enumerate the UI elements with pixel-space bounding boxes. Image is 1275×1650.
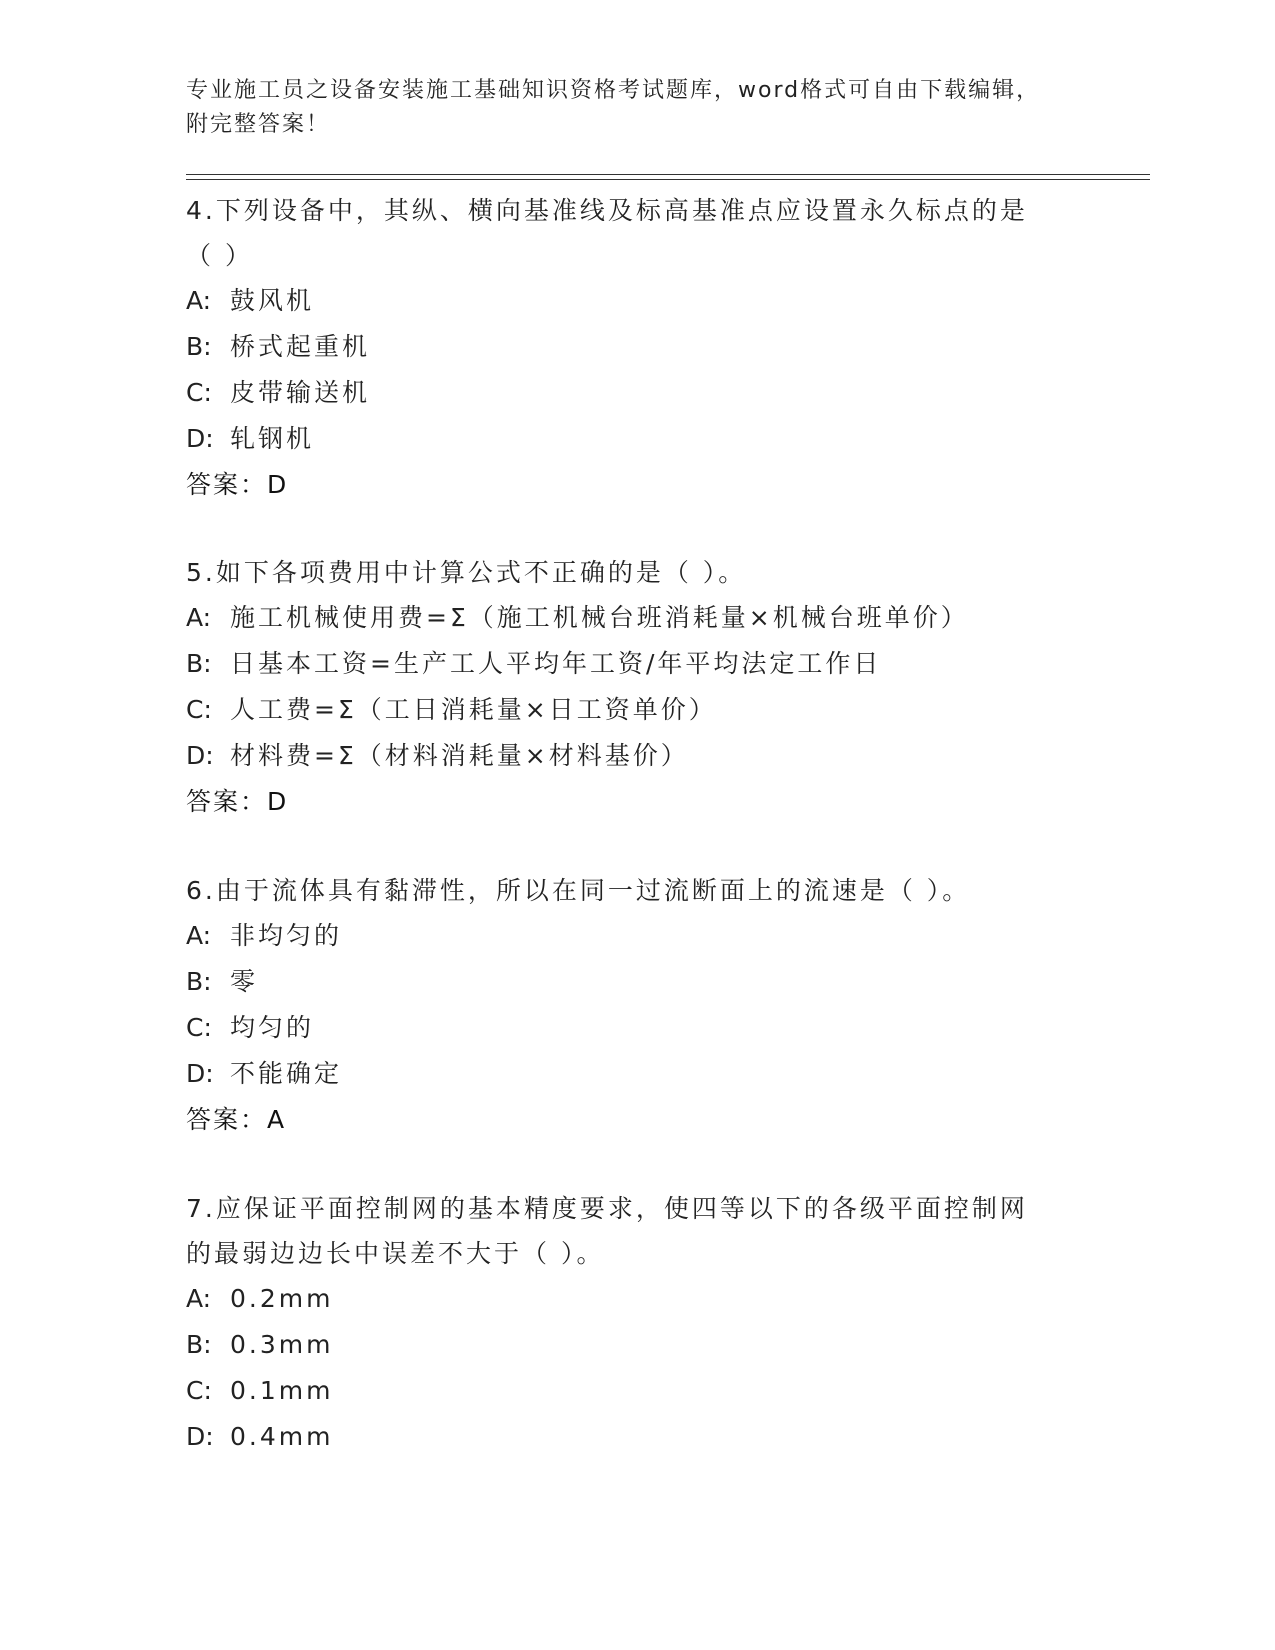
option-label: D: (186, 741, 214, 770)
header-line-2: 附完整答案！ (186, 112, 331, 137)
option-a (186, 1276, 1086, 1322)
option-text: 轧钢机 (230, 424, 315, 453)
option-b (186, 641, 1086, 687)
question-7 (186, 1186, 1086, 1460)
question-5 (186, 550, 1086, 825)
option-label: B: (186, 967, 212, 996)
option-text: 施工机械使用费=Σ（施工机械台班消耗量×机械台班单价） (230, 603, 969, 632)
option-text: 均匀的 (230, 1013, 315, 1042)
question-title: 7.应保证平面控制网的基本精度要求，使四等以下的各级平面控制网 (186, 1194, 1028, 1223)
option-b (186, 1322, 1086, 1368)
option-text: 0.4mm (230, 1422, 334, 1451)
option-label: B: (186, 332, 212, 361)
option-a (186, 913, 1086, 959)
option-label: C: (186, 1013, 212, 1042)
option-a (186, 595, 1086, 641)
option-label: A: (186, 1284, 212, 1313)
option-label: D: (186, 424, 214, 453)
option-text: 日基本工资=生产工人平均年工资/年平均法定工作日 (230, 649, 882, 678)
option-d (186, 1414, 1086, 1460)
option-label: C: (186, 1376, 212, 1405)
answer-line: 答案：D (186, 787, 289, 816)
option-label: C: (186, 378, 212, 407)
option-label: D: (186, 1059, 214, 1088)
option-text: 鼓风机 (230, 286, 315, 315)
option-label: A: (186, 921, 212, 950)
option-b (186, 959, 1086, 1005)
document-header (186, 74, 1066, 142)
option-text: 皮带输送机 (230, 378, 371, 407)
option-text: 0.1mm (230, 1376, 334, 1405)
question-title: 6.由于流体具有黏滞性，所以在同一过流断面上的流速是（ ）。 (186, 876, 971, 905)
option-label: A: (186, 286, 212, 315)
question-4 (186, 188, 1086, 508)
answer-line: 答案：A (186, 1105, 287, 1134)
option-label: B: (186, 1330, 212, 1359)
option-text: 不能确定 (230, 1059, 343, 1088)
option-text: 0.3mm (230, 1330, 334, 1359)
option-label: D: (186, 1422, 214, 1451)
option-c (186, 370, 1086, 416)
option-label: B: (186, 649, 212, 678)
answer-line: 答案：D (186, 470, 289, 499)
option-c (186, 1005, 1086, 1051)
option-d (186, 733, 1086, 779)
option-d (186, 1051, 1086, 1097)
option-text: 0.2mm (230, 1284, 334, 1313)
header-line-1: 专业施工员之设备安装施工基础知识资格考试题库，word格式可自由下载编辑， (186, 78, 1041, 103)
question-title: 5.如下各项费用中计算公式不正确的是（ ）。 (186, 558, 747, 587)
option-text: 桥式起重机 (230, 332, 371, 361)
option-text: 零 (230, 967, 259, 996)
option-text: 非均匀的 (230, 921, 343, 950)
question-title-continued: 的最弱边边长中误差不大于（ ）。 (186, 1239, 605, 1268)
question-title-continued: （ ） (186, 241, 253, 270)
option-label: A: (186, 603, 212, 632)
option-b (186, 324, 1086, 370)
option-label: C: (186, 695, 212, 724)
option-c (186, 687, 1086, 733)
option-text: 材料费=Σ（材料消耗量×材料基价） (230, 741, 689, 770)
option-c (186, 1368, 1086, 1414)
option-text: 人工费=Σ（工日消耗量×日工资单价） (230, 695, 717, 724)
question-title: 4.下列设备中，其纵、横向基准线及标高基准点应设置永久标点的是 (186, 196, 1028, 225)
question-6 (186, 868, 1086, 1143)
option-d (186, 416, 1086, 462)
header-divider-bottom (186, 179, 1150, 180)
option-a (186, 278, 1086, 324)
header-divider-top (186, 174, 1150, 175)
